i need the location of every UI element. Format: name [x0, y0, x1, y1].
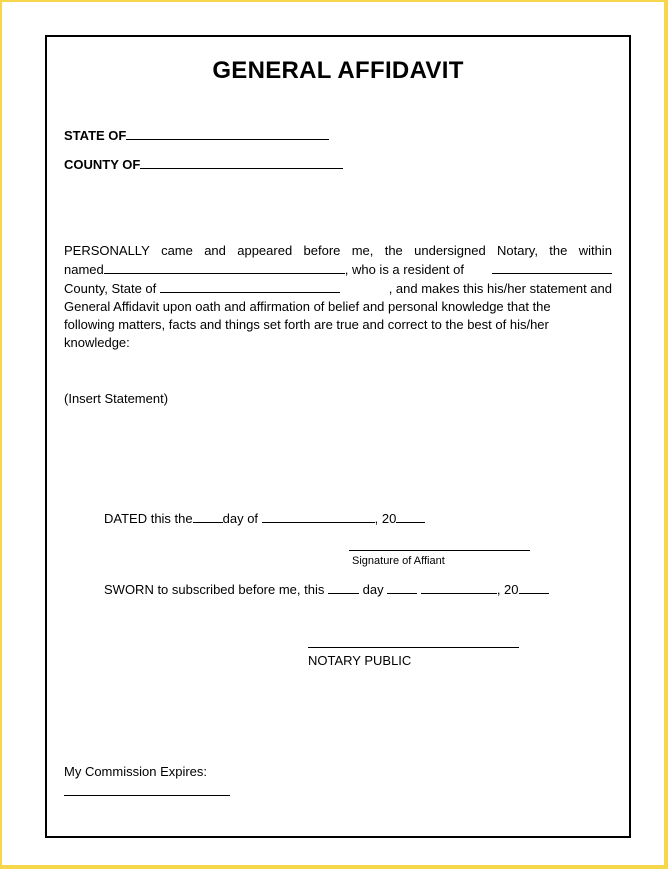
insert-statement: (Insert Statement): [64, 391, 169, 406]
affiant-name-blank[interactable]: [104, 260, 345, 274]
paragraph-line: [64, 279, 612, 298]
dated-month-blank[interactable]: [262, 509, 375, 523]
state-resident-blank[interactable]: [160, 279, 340, 293]
sworn-year-blank[interactable]: [519, 580, 549, 594]
county-blank[interactable]: [140, 155, 343, 169]
word: appeared: [237, 243, 293, 258]
paragraph-line: General Affidavit upon oath and affirmation of belief and personal knowledge that the: [64, 299, 551, 314]
sworn-year-label: , 20: [496, 582, 519, 597]
dated-year-blank[interactable]: [396, 509, 425, 523]
paragraph-line: [64, 260, 612, 279]
sworn-label: SWORN to subscribed before me, this: [104, 582, 325, 597]
word: the: [384, 243, 403, 258]
resident-label: , who is a resident of: [344, 262, 464, 277]
commission-date-line[interactable]: [64, 795, 230, 796]
word: Notary,: [497, 243, 538, 258]
word: undersigned: [414, 243, 486, 258]
paragraph-line: [64, 242, 612, 260]
affidavit-paragraph: [64, 242, 612, 352]
county-resident-blank[interactable]: [492, 260, 612, 274]
affidavit-form: [45, 35, 631, 838]
word: came: [161, 243, 193, 258]
sworn-day-blank[interactable]: [328, 580, 359, 594]
word: PERSONALLY: [64, 243, 150, 258]
paragraph-line: following matters, facts and things set forth are true and correct to the best of his/her: [64, 317, 549, 332]
county-label: COUNTY OF: [64, 157, 141, 172]
document-title: GENERAL AFFIDAVIT: [212, 57, 464, 84]
signature-line[interactable]: [349, 550, 530, 551]
state-of-label: County, State of: [64, 281, 157, 296]
state-field: [64, 126, 329, 143]
state-label: STATE OF: [64, 128, 127, 143]
word: me,: [351, 243, 374, 258]
county-field: [64, 155, 343, 172]
named-label: named: [64, 262, 104, 277]
notary-label: NOTARY PUBLIC: [308, 653, 412, 668]
year-label: , 20: [374, 511, 397, 526]
commission-label: My Commission Expires:: [64, 764, 208, 779]
sworn-day2-blank[interactable]: [387, 580, 417, 594]
signature-label: Signature of Affiant: [352, 555, 445, 567]
dated-label: DATED this the: [104, 511, 193, 526]
word: within: [578, 243, 612, 258]
notary-signature-line[interactable]: [308, 647, 519, 648]
state-blank[interactable]: [126, 126, 329, 140]
statement-text: , and makes this his/her statement and: [388, 281, 612, 296]
paragraph-line: knowledge:: [64, 335, 130, 350]
word: before: [303, 243, 341, 258]
day-of-label: day of: [222, 511, 259, 526]
day-label: day: [362, 582, 384, 597]
word: the: [549, 243, 568, 258]
sworn-line: [104, 580, 549, 597]
word: and: [204, 243, 226, 258]
sworn-month-blank[interactable]: [421, 580, 497, 594]
document-background: [2, 2, 664, 865]
dated-line: [104, 509, 425, 526]
dated-day-blank[interactable]: [193, 509, 223, 523]
